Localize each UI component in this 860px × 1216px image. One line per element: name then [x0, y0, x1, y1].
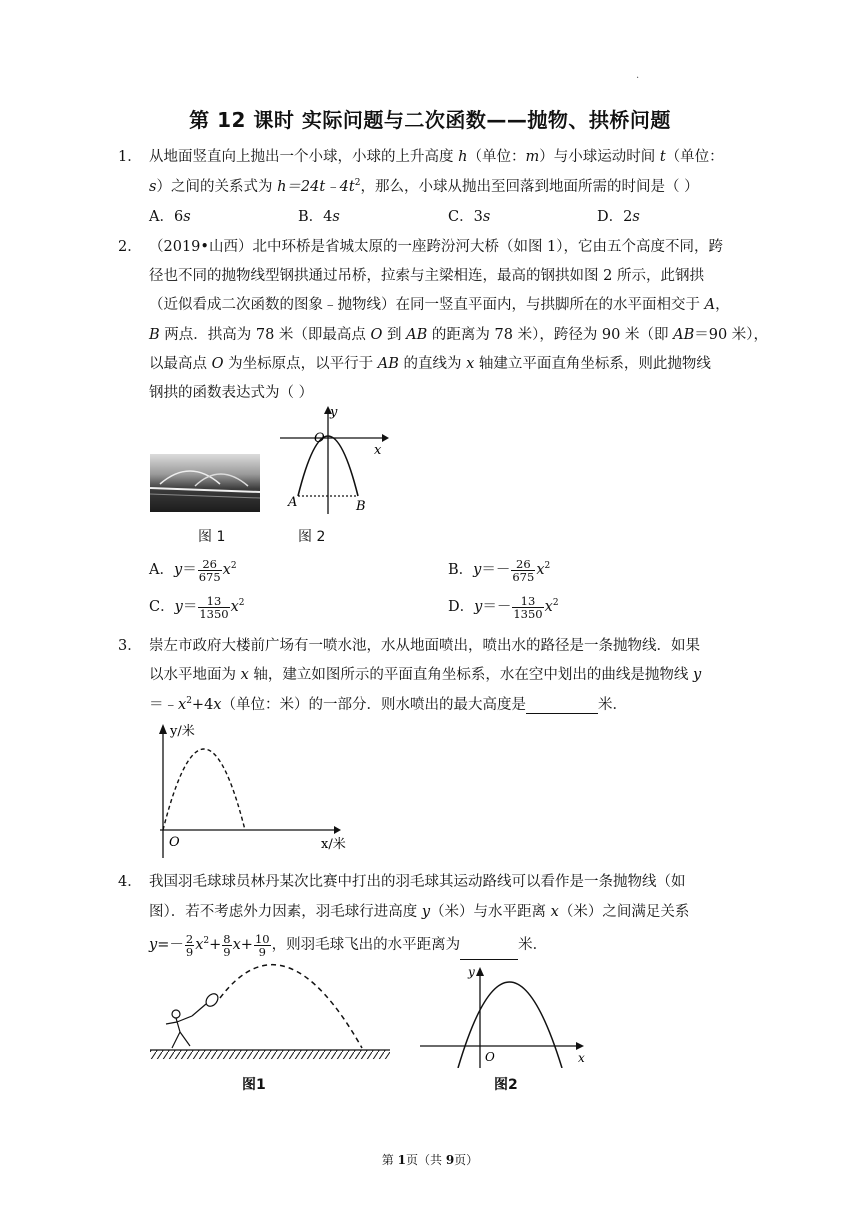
arch-parabola-figure	[270, 404, 390, 516]
q2-line-3: （近似看成二次函数的图象﹣抛物线）在同一竖直平面内，与拱脚所在的水平面相交于 A，	[149, 297, 730, 313]
fig4-x-label: x	[578, 1051, 585, 1065]
fig3-y-label: y/米	[170, 724, 195, 739]
q1-option-a: A．6s	[149, 209, 191, 225]
q3-line-2: 以水平地面为 x 轴，建立如图所示的平面直角坐标系，水在空中划出的曲线是抛物线 y	[149, 667, 702, 683]
q1-option-b: B．4s	[298, 209, 340, 225]
q2-option-d: D．y＝－ $\frac{13}{1350}$ $x^2$	[448, 593, 559, 621]
ground-hatch	[150, 1050, 390, 1059]
q4-number: 4．	[118, 874, 142, 890]
fig2-x-label: x	[374, 443, 382, 458]
x-axis-arrow-icon	[576, 1042, 584, 1050]
q2-option-b: B．y＝－ $\frac{26}{675}$ $x^2$	[448, 556, 551, 584]
q3-answer-blank[interactable]	[526, 713, 598, 714]
q1-option-c: C．3s	[448, 209, 491, 225]
q3-line-3: $=﹣x^2+4x$（单位：米）的一部分．则水喷出的最大高度是 米．	[149, 696, 627, 713]
fig2-a-label: A	[288, 495, 298, 510]
bridge-photo-drawing	[150, 454, 260, 512]
q3-line-1: 崇左市政府大楼前广场有一喷水池，水从地面喷出，喷出水的路径是一条抛物线．如果	[149, 638, 700, 654]
fig3-x-label: x/米	[321, 837, 346, 852]
fountain-parabola-figure	[150, 718, 365, 860]
shuttle-trajectory-curve	[220, 965, 362, 1048]
q2-line-6: 钢拱的函数表达式为（ ）	[149, 385, 314, 401]
page-footer: 第 1页（共 9页）	[381, 1153, 479, 1167]
q4-caption-fig1: 图1	[242, 1077, 266, 1093]
badminton-trajectory-figure	[150, 962, 390, 1068]
y-axis-arrow-icon	[476, 967, 484, 976]
y-axis-arrow-icon	[159, 724, 167, 734]
q1-line-2: s）之间的关系式为 $h=24t﹣4t^2$，那么，小球从抛出至回落到地面所需的时间是（ ）	[149, 178, 699, 195]
player-icon	[166, 991, 220, 1048]
header-dot: .	[636, 70, 640, 81]
q3-number: 3．	[118, 638, 142, 654]
bridge-photo	[150, 454, 260, 512]
water-path-curve	[163, 749, 245, 830]
q1-line-1: 从地面竖直向上抛出一个小球，小球的上升高度 h（单位：m）与小球运动时间 t（单位：	[149, 149, 724, 165]
q2-caption-fig1: 图 1	[198, 529, 226, 545]
fig4-o-label: O	[485, 1050, 495, 1064]
fig3-o-label: O	[169, 835, 180, 850]
q4-line-1: 我国羽毛球球员林丹某次比赛中打出的羽毛球其运动路线可以看作是一条抛物线（如	[149, 874, 686, 890]
q4-answer-blank[interactable]	[460, 959, 518, 960]
q2-number: 2．	[118, 239, 142, 255]
q2-line-5: 以最高点 O 为坐标原点，以平行于 AB 的直线为 x 轴建立平面直角坐标系，则此抛物线	[149, 356, 711, 372]
q2-caption-fig2: 图 2	[298, 529, 326, 545]
fig2-o-label: O	[314, 431, 325, 446]
q1-option-d: D．2s	[597, 209, 640, 225]
q1-number: 1．	[118, 149, 142, 165]
x-axis-arrow-icon	[334, 826, 341, 834]
q2-line-2: 径也不同的抛物线型钢拱通过吊桥，拉索与主梁相连，最高的钢拱如图 2 所示，此钢拱	[149, 268, 704, 284]
trajectory-parabola	[458, 982, 562, 1068]
q4-line-2: 图）．若不考虑外力因素，羽毛球行进高度 y（米）与水平距离 x（米）之间满足关系	[149, 904, 690, 920]
q2-line-4: B 两点．拱高为 78 米（即最高点 O 到 AB 的距离为 78 米），跨径为 90 米（即 AB＝90 米），	[149, 327, 769, 343]
fig2-b-label: B	[356, 499, 366, 514]
page-title: 第 12 课时 实际问题与二次函数——抛物、拱桥问题	[189, 108, 671, 132]
q4-caption-fig2: 图2	[494, 1077, 518, 1093]
fig4-y-label: y	[468, 965, 475, 979]
q2-option-c: C．y＝ $\frac{13}{1350}$ $x^2$	[149, 593, 245, 621]
q4-line-3: y=－ $\frac{2}{9}$ $x^2+$ $\frac{8}{9}$ x+ $\frac{10}{9}$ ，则羽毛球飞出的水平距离为 米．	[149, 931, 548, 959]
q2-option-a: A．y＝ $\frac{26}{675}$ $x^2$	[149, 556, 237, 584]
fig2-y-label: y	[330, 405, 338, 420]
badminton-parabola-figure	[416, 964, 591, 1068]
q2-line-1: （2019•山西）北中环桥是省城太原的一座跨汾河大桥（如图 1），它由五个高度不同，跨	[149, 239, 724, 255]
x-axis-arrow-icon	[382, 434, 389, 442]
